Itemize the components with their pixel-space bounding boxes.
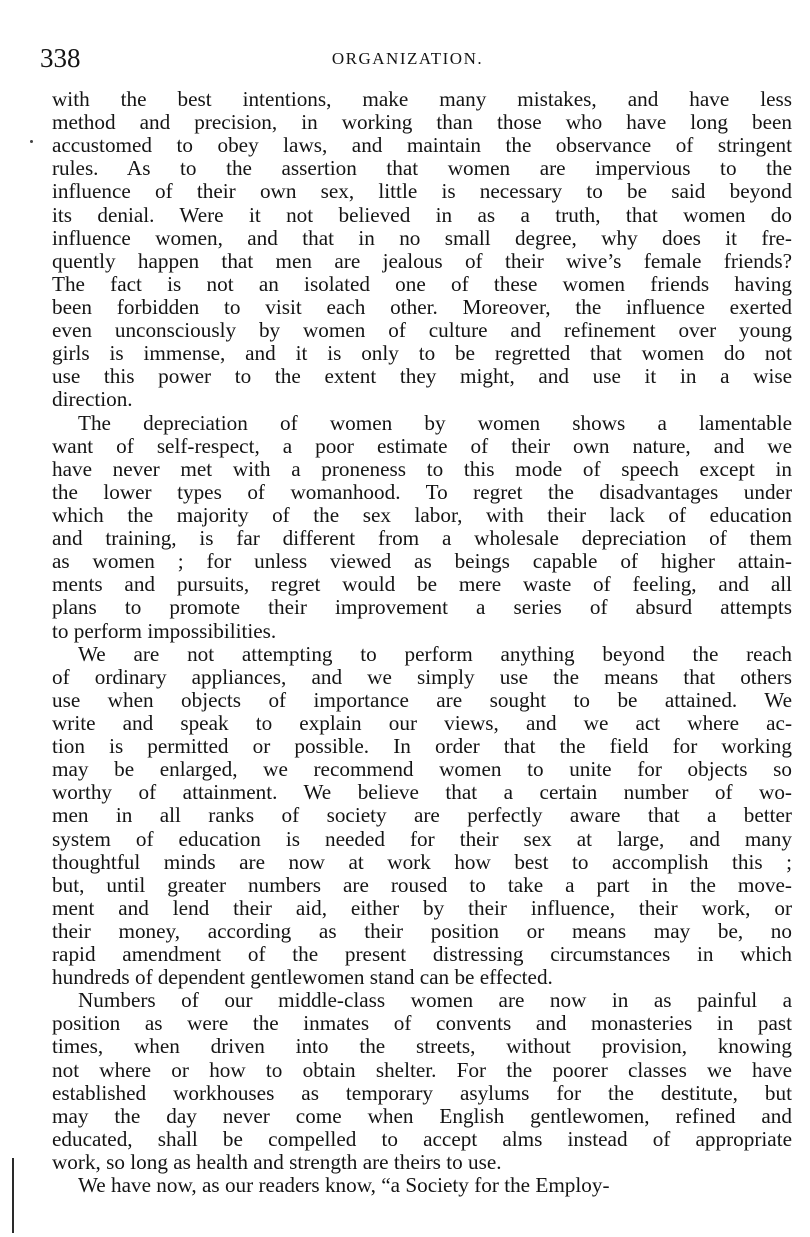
text-line: use when objects of importance are sought to be attained. We	[52, 688, 792, 712]
text-line: girls is immense, and it is only to be regretted that women do not	[52, 342, 792, 366]
text-line: system of education is needed for their sex at large, and many	[52, 827, 792, 851]
text-line: men in all ranks of society are perfectly aware that a better	[52, 804, 792, 828]
text-line: influence of their own sex, little is necessary to be said beyond	[52, 180, 792, 204]
text-line: to perform impossibilities.	[52, 619, 277, 643]
paragraph	[52, 989, 792, 1174]
text-line: thoughtful minds are now at work how best to accomplish this ;	[52, 850, 792, 874]
text-line: with the best intentions, make many mistakes, and have less	[52, 88, 792, 111]
text-line: quently happen that men are jealous of their wive’s female friends?	[52, 249, 792, 273]
page-number: 338	[40, 43, 81, 73]
text-line: not where or how to obtain shelter. For the poorer classes we have	[52, 1058, 792, 1082]
text-line: even unconsciously by women of culture and refinement over young	[52, 319, 792, 343]
text-line: hundreds of dependent gentlewomen stand can be effected.	[52, 966, 553, 990]
text-line: their money, according as their position or means may be, no	[52, 919, 792, 943]
text-line: but, until greater numbers are roused to take a part in the move-	[52, 873, 792, 897]
text-line: worthy of attainment. We believe that a certain number of wo-	[52, 781, 792, 805]
text-line: direction.	[52, 388, 133, 412]
text-line: ments and pursuits, regret would be mere waste of feeling, and all	[52, 573, 792, 597]
binding-rule	[12, 1158, 14, 1233]
text-line: have never met with a proneness to this mode of speech except in	[52, 457, 792, 481]
text-line: work, so long as health and strength are theirs to use.	[52, 1151, 502, 1175]
paragraph	[52, 643, 792, 990]
text-line: method and precision, in working than those who have long been	[52, 111, 792, 135]
paragraph	[52, 412, 792, 643]
text-line: and training, is far different from a wholesale depreciation of them	[52, 527, 792, 551]
text-line: tion is permitted or possible. In order that the field for working	[52, 735, 792, 759]
text-line: The depreciation of women by women shows a lamentable	[78, 411, 792, 435]
text-line: use this power to the extent they might, and use it in a wise	[52, 365, 792, 389]
text-line: want of self-respect, a poor estimate of their own nature, and we	[52, 434, 792, 458]
text-line: rapid amendment of the present distressing circumstances in which	[52, 943, 792, 967]
text-line: of ordinary appliances, and we simply use the means that others	[52, 665, 792, 689]
text-line: plans to promote their improvement a series of absurd attempts	[52, 596, 792, 620]
text-line: We have now, as our readers know, “a Society for the Employ-	[78, 1174, 610, 1198]
text-line: educated, shall be compelled to accept alms instead of appropriate	[52, 1127, 792, 1151]
text-line: rules. As to the assertion that women are impervious to the	[52, 157, 792, 181]
text-line: its denial. Were it not believed in as a truth, that women do	[52, 203, 792, 227]
text-line: write and speak to explain our views, and we act where ac-	[52, 711, 792, 735]
text-line: position as were the inmates of convents and monasteries in past	[52, 1012, 792, 1036]
body-text	[52, 88, 792, 1197]
text-line: Numbers of our middle-class women are now in as painful a	[78, 989, 792, 1013]
text-line: the lower types of womanhood. To regret the disadvantages under	[52, 480, 792, 504]
text-line: as women ; for unless viewed as beings capable of higher attain-	[52, 550, 792, 574]
text-line: established workhouses as temporary asylums for the destitute, but	[52, 1081, 792, 1105]
running-title: ORGANIZATION.	[331, 49, 484, 68]
text-line: accustomed to obey laws, and maintain the observance of stringent	[52, 134, 792, 158]
text-line: may the day never come when English gentlewomen, refined and	[52, 1104, 792, 1128]
text-line: We are not attempting to perform anything beyond the reach	[78, 642, 792, 666]
text-line: been forbidden to visit each other. Moreover, the influence exerted	[52, 295, 792, 319]
text-line: may be enlarged, we recommend women to unite for objects so	[52, 758, 792, 782]
text-line: ment and lend their aid, either by their influence, their work, or	[52, 896, 792, 920]
page-header	[40, 42, 780, 74]
text-line: The fact is not an isolated one of these women friends having	[52, 272, 792, 296]
margin-dot	[30, 140, 33, 143]
text-line: influence women, and that in no small degree, why does it fre-	[52, 226, 792, 250]
paragraph	[52, 88, 792, 412]
text-line: times, when driven into the streets, without provision, knowing	[52, 1035, 792, 1059]
paragraph	[52, 1174, 792, 1197]
text-line: which the majority of the sex labor, with their lack of education	[52, 503, 792, 527]
